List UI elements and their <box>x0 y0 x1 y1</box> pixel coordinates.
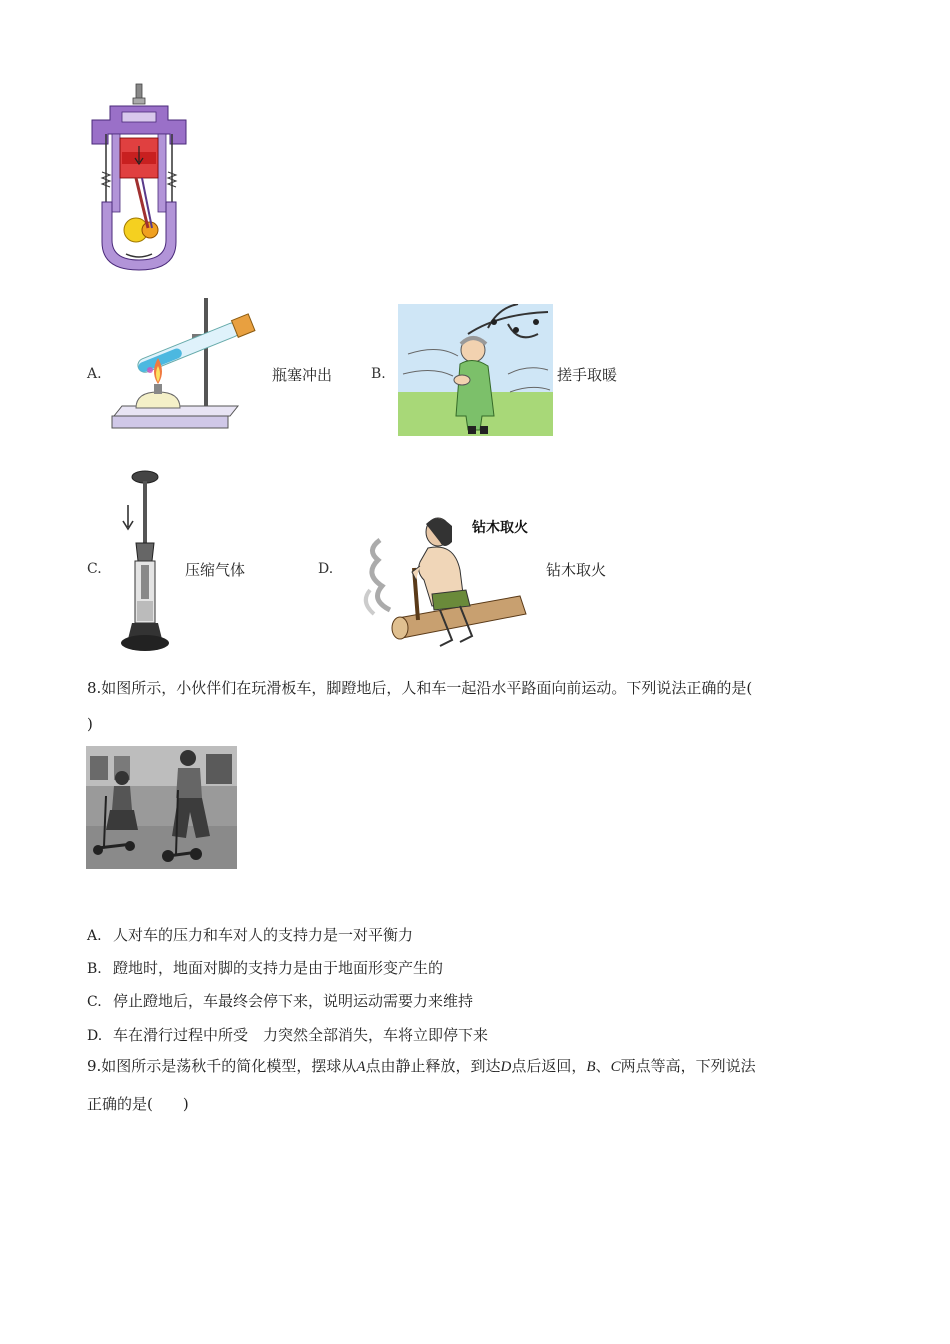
q8-choice-c-label: C. <box>87 994 102 1010</box>
q8-choice-b-label: B. <box>87 961 102 977</box>
q8-stem-line2: ) <box>87 715 93 733</box>
option-d-caption: 钻木取火 <box>546 561 607 579</box>
q8-choice-b-text: 蹬地时，地面对脚的支持力是由于地面形变产生的 <box>113 959 444 977</box>
option-c-letter: C. <box>87 561 102 577</box>
rubbing-hands-figure <box>398 304 553 436</box>
option-b-letter: B. <box>371 366 386 382</box>
q8-stem-line1: 8.如图所示，小伙伴们在玩滑板车，脚蹬地后，人和车一起沿水平路面向前运动。下列说法正确的是( <box>87 679 753 697</box>
option-b-caption: 搓手取暖 <box>557 366 618 384</box>
scooter-photo <box>86 746 237 869</box>
q8-choice-d[interactable] <box>87 1024 488 1045</box>
q8-choice-a-label: A. <box>87 928 102 944</box>
q8-choice-a[interactable] <box>87 924 413 945</box>
option-a-letter: A. <box>87 366 102 382</box>
q8-choice-c-text: 停止蹬地后，车最终会停下来，说明运动需要力来维持 <box>113 992 474 1010</box>
q9-var-d: D <box>500 1059 512 1075</box>
test-tube-heating-figure <box>110 296 266 434</box>
q9-var-a: A <box>356 1059 366 1075</box>
q9-stem-part5: 两点等高，下列说法 <box>620 1057 756 1075</box>
q8-choice-c[interactable] <box>87 990 473 1011</box>
q9-stem-part2: 点由静止释放，到达 <box>365 1057 501 1075</box>
q9-stem-part3: 点后返回， <box>511 1057 587 1075</box>
air-pump-figure <box>118 469 172 653</box>
option-c-caption: 压缩气体 <box>185 561 246 579</box>
q9-var-c: C <box>610 1059 621 1075</box>
drilling-wood-fire-figure <box>360 510 542 656</box>
q8-choice-d-text: 车在滑行过程中所受 力突然全部消失，车将立即停下来 <box>113 1026 489 1044</box>
q9-stem-line1 <box>87 1056 756 1077</box>
q9-var-b: B <box>586 1059 596 1075</box>
q8-choice-b[interactable] <box>87 957 443 978</box>
q9-stem-part4: 、 <box>595 1057 611 1075</box>
q9-stem-line2: 正确的是( ) <box>87 1095 189 1113</box>
drill-title-text: 钻木取火 <box>472 520 528 536</box>
q8-choice-a-text: 人对车的压力和车对人的支持力是一对平衡力 <box>113 926 414 944</box>
q9-stem-part1: 9.如图所示是荡秋千的简化模型，摆球从 <box>87 1057 357 1075</box>
option-a-caption: 瓶塞冲出 <box>272 366 333 384</box>
q8-choice-d-label: D. <box>87 1028 103 1044</box>
engine-cylinder-diagram <box>88 82 190 272</box>
option-d-letter: D. <box>318 561 334 577</box>
